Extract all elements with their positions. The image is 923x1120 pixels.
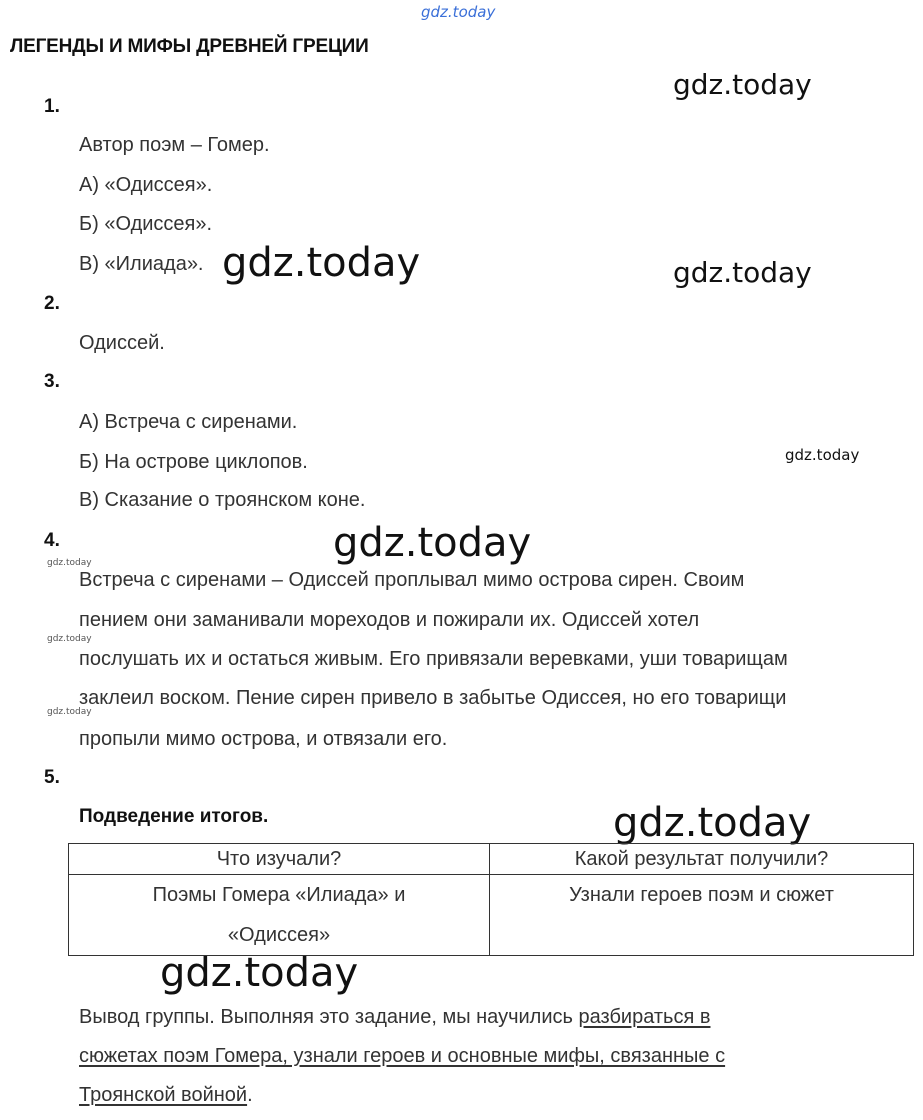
table-header-cell: Что изучали? [69,844,490,875]
table-header-cell: Какой результат получили? [490,844,914,875]
watermark: gdz.today [673,256,812,289]
conclusion-text: . [247,1084,253,1106]
watermark: gdz.today [673,68,812,101]
summary-table [68,843,914,956]
table-cell: Узнали героев поэм и сюжет [490,875,914,956]
answer-line: А) «Одиссея». [79,174,213,196]
answer-line: Одиссей. [79,332,165,354]
paragraph-line: Встреча с сиренами – Одиссей проплывал мимо острова сирен. Своим [79,569,745,591]
table-header-row [69,844,914,875]
answer-line: Б) На острове циклопов. [79,451,308,473]
watermark-small: gdz.today [47,707,92,717]
section-heading: Подведение итогов. [79,806,269,827]
conclusion-text: Вывод группы. Выполняя это задание, мы научились [79,1006,579,1028]
watermark: gdz.today [160,950,359,996]
paragraph-line: пропыли мимо острова, и отвязали его. [79,728,448,750]
conclusion-line [79,1045,725,1068]
conclusion-line [79,1084,253,1107]
answer-line: А) Встреча с сиренами. [79,411,298,433]
paragraph-line: заклеил воском. Пение сирен привело в забытье Одиссея, но его товарищи [79,687,787,709]
watermark: gdz.today [785,446,860,464]
question-number: 2. [44,293,60,314]
watermark-small: gdz.today [47,558,92,568]
watermark: gdz.today [613,800,812,846]
question-number: 1. [44,96,60,117]
question-number: 4. [44,530,60,551]
watermark-small: gdz.today [47,634,92,644]
watermark: gdz.today [333,520,532,566]
question-number: 5. [44,767,60,788]
conclusion-line [79,1006,710,1029]
page-title: ЛЕГЕНДЫ И МИФЫ ДРЕВНЕЙ ГРЕЦИИ [10,36,369,57]
answer-line: В) «Илиада». [79,253,204,275]
table-cell: Поэмы Гомера «Илиада» и «Одиссея» [69,875,490,956]
paragraph-line: послушать их и остаться живым. Его привязали веревками, уши товарищам [79,648,788,670]
question-number: 3. [44,371,60,392]
table-row [69,875,914,956]
watermark-top: gdz.today [421,3,496,21]
paragraph-line: пением они заманивали мореходов и пожирали их. Одиссей хотел [79,609,700,631]
answer-line: В) Сказание о троянском коне. [79,489,366,511]
conclusion-underlined: Троянской войной [79,1084,248,1106]
answer-line: Автор поэм – Гомер. [79,134,270,156]
watermark: gdz.today [222,240,421,286]
conclusion-underlined: сюжетах поэм Гомера, узнали героев и основные мифы, связанные с [79,1045,726,1067]
answer-line: Б) «Одиссея». [79,213,213,235]
conclusion-underlined: разбираться в [578,1006,711,1028]
